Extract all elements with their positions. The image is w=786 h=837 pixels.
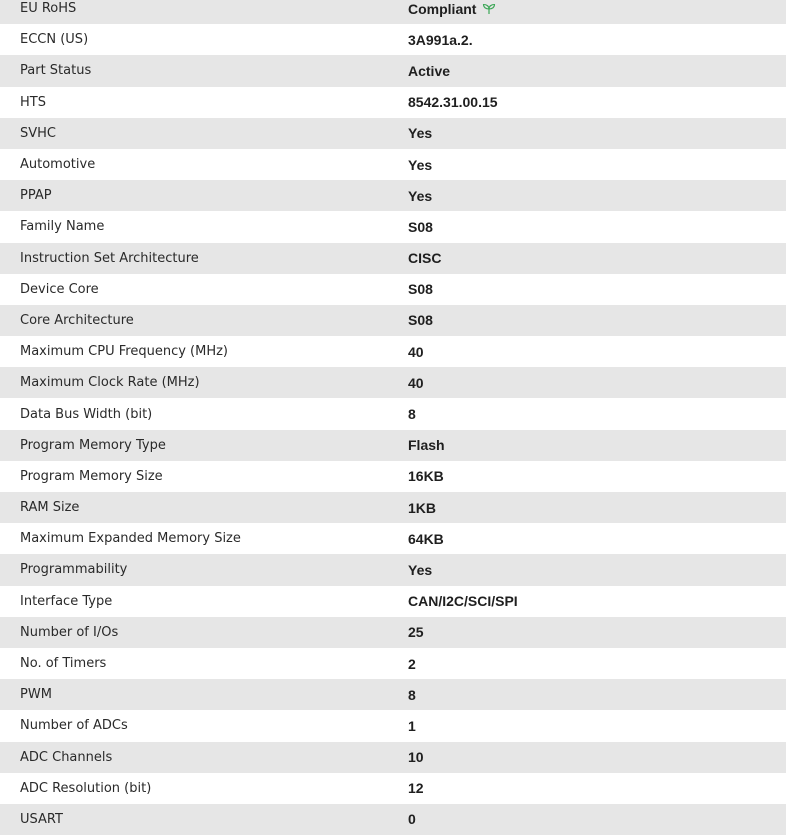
spec-label: Maximum Expanded Memory Size	[20, 531, 241, 547]
spec-label: Family Name	[20, 219, 105, 235]
spec-row-programmability	[0, 554, 786, 585]
spec-row-device-core	[0, 274, 786, 305]
spec-row-family-name	[0, 211, 786, 242]
spec-value: 10	[408, 749, 424, 766]
spec-row-automotive	[0, 149, 786, 180]
spec-value: 40	[408, 343, 424, 360]
spec-value: 8	[408, 686, 416, 703]
spec-row-ppap	[0, 180, 786, 211]
spec-value-text: Compliant	[408, 0, 477, 17]
spec-row-max-clock-rate	[0, 367, 786, 398]
spec-value: 12	[408, 780, 424, 797]
spec-value: Yes	[408, 156, 433, 173]
spec-label: ECCN (US)	[20, 32, 89, 48]
spec-label: EU RoHS	[20, 1, 77, 17]
spec-label: Program Memory Type	[20, 437, 166, 453]
spec-label: Maximum CPU Frequency (MHz)	[20, 344, 228, 360]
spec-label: Device Core	[20, 281, 99, 297]
spec-row-adc-resolution	[0, 773, 786, 804]
spec-label: HTS	[20, 94, 46, 110]
spec-value: 3A991a.2.	[408, 31, 473, 48]
spec-label: ADC Resolution (bit)	[20, 780, 152, 796]
spec-label: Part Status	[20, 63, 92, 79]
spec-value: S08	[408, 218, 433, 235]
spec-label: SVHC	[20, 125, 56, 141]
spec-label: Programmability	[20, 562, 128, 578]
spec-row-program-memory-type	[0, 430, 786, 461]
spec-label: Automotive	[20, 157, 96, 173]
spec-value: 0	[408, 811, 416, 828]
spec-row-max-cpu-frequency	[0, 336, 786, 367]
spec-value: 40	[408, 374, 424, 391]
spec-value: CISC	[408, 250, 442, 267]
spec-label: USART	[20, 811, 63, 827]
spec-row-isa	[0, 243, 786, 274]
spec-value: 1KB	[408, 499, 437, 516]
spec-value: Yes	[408, 125, 433, 142]
spec-row-svhc	[0, 118, 786, 149]
spec-row-eu-rohs	[0, 0, 786, 24]
spec-value: Yes	[408, 561, 433, 578]
spec-row-core-architecture	[0, 305, 786, 336]
spec-value: 8	[408, 406, 416, 423]
spec-value: Yes	[408, 187, 433, 204]
spec-label: Number of I/Os	[20, 624, 119, 640]
spec-value: 16KB	[408, 468, 444, 485]
spec-value: 8542.31.00.15	[408, 94, 498, 111]
spec-value: 1	[408, 717, 416, 734]
spec-value: CAN/I2C/SCI/SPI	[408, 593, 518, 610]
spec-label: Core Architecture	[20, 312, 134, 328]
spec-label: Instruction Set Architecture	[20, 250, 199, 266]
spec-row-pwm	[0, 679, 786, 710]
spec-row-program-memory-size	[0, 461, 786, 492]
spec-row-number-of-adcs	[0, 710, 786, 741]
spec-value: S08	[408, 312, 433, 329]
spec-label: Interface Type	[20, 593, 113, 609]
spec-value: Flash	[408, 437, 445, 454]
spec-row-usart	[0, 804, 786, 835]
spec-value: 64KB	[408, 530, 444, 547]
spec-row-eccn	[0, 24, 786, 55]
spec-row-adc-channels	[0, 742, 786, 773]
spec-label: Data Bus Width (bit)	[20, 406, 153, 422]
spec-row-number-of-ios	[0, 617, 786, 648]
spec-row-data-bus-width	[0, 398, 786, 429]
spec-label: PWM	[20, 687, 52, 703]
spec-value: 25	[408, 624, 424, 641]
spec-value	[408, 1, 496, 17]
spec-value: Active	[408, 62, 451, 79]
spec-row-timers	[0, 648, 786, 679]
spec-label: RAM Size	[20, 500, 80, 516]
spec-row-max-expanded-memory	[0, 523, 786, 554]
spec-label: Program Memory Size	[20, 468, 163, 484]
spec-row-ram-size	[0, 492, 786, 523]
spec-row-part-status	[0, 55, 786, 86]
spec-label: No. of Timers	[20, 656, 107, 672]
leaf-icon	[482, 3, 496, 15]
spec-label: ADC Channels	[20, 749, 113, 765]
spec-row-interface-type	[0, 586, 786, 617]
spec-label: Number of ADCs	[20, 718, 128, 734]
spec-label: PPAP	[20, 188, 52, 204]
spec-value: S08	[408, 281, 433, 298]
spec-row-hts	[0, 87, 786, 118]
spec-value: 2	[408, 655, 416, 672]
spec-label: Maximum Clock Rate (MHz)	[20, 375, 200, 391]
